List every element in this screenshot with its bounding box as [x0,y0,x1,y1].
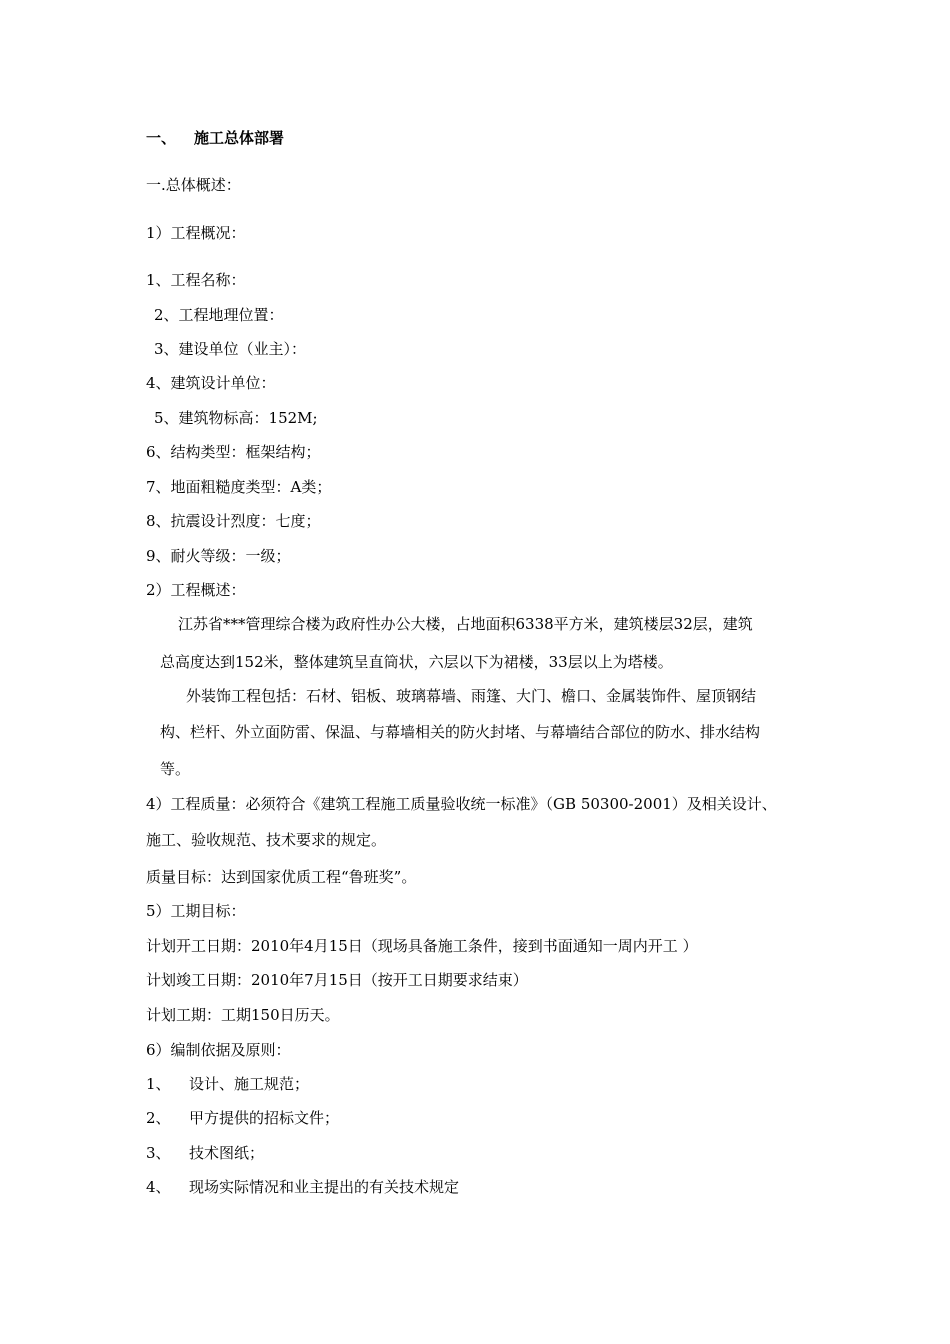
basis-item [146,1108,339,1128]
basis-item-text: 现场实际情况和业主提出的有关技术规定 [189,1178,460,1196]
section-heading [146,128,284,148]
facade-paragraph-line-3: 等。 [160,760,191,778]
fire-rating: 9、耐火等级：一级； [146,547,291,565]
quality-requirement-line-1: 4）工程质量：必须符合《建筑工程施工质量验收统一标准》（GB 50300-2001）及相关设计、 [146,795,777,813]
basis-item-number: 2、 [146,1109,171,1127]
project-summary-heading: 1）工程概况： [146,224,246,242]
schedule-heading: 5）工期目标： [146,902,246,920]
basis-item-number: 3、 [146,1144,171,1162]
basis-heading: 6）编制依据及原则： [146,1041,291,1059]
basis-item-text: 甲方提供的招标文件； [189,1109,340,1127]
basis-item-text: 设计、施工规范； [189,1075,310,1093]
basis-item [146,1143,264,1163]
project-owner: 3、建设单位（业主）： [154,340,307,358]
section-heading-number: 一、 [146,129,177,147]
basis-item-number: 4、 [146,1178,171,1196]
basis-item [146,1177,459,1197]
structure-type: 6、结构类型：框架结构； [146,443,321,461]
description-paragraph-line-2: 总高度达到152米，整体建筑呈直筒状，六层以下为裙楼，33层以上为塔楼。 [160,653,673,671]
project-name: 1、工程名称： [146,271,246,289]
project-designer: 4、建筑设计单位： [146,374,276,392]
section-heading-text: 施工总体部署 [194,129,285,147]
terrain-roughness: 7、地面粗糙度类型：A类； [146,478,332,496]
description-paragraph-line-1: 江苏省***管理综合楼为政府性办公大楼，占地面积6338平方米，建筑楼层32层，建筑 [178,615,753,633]
facade-paragraph-line-1: 外装饰工程包括：石材、铝板、玻璃幕墙、雨篷、大门、檐口、金属装饰件、屋顶钢结 [186,687,757,705]
quality-target: 质量目标：达到国家优质工程“鲁班奖”。 [146,868,417,886]
seismic-intensity: 8、抗震设计烈度：七度； [146,512,321,530]
quality-requirement-line-2: 施工、验收规范、技术要求的规定。 [146,831,387,849]
basis-item-text: 技术图纸； [189,1144,265,1162]
project-description-heading: 2）工程概述： [146,581,246,599]
planned-completion-date: 计划竣工日期：2010年7月15日（按开工日期要求结束） [146,971,528,989]
building-elevation: 5、建筑物标高：152M; [154,409,318,427]
overview-heading: 一.总体概述： [146,176,241,194]
basis-item-number: 1、 [146,1075,171,1093]
planned-duration: 计划工期：工期150日历天。 [146,1006,340,1024]
basis-item [146,1074,309,1094]
project-location: 2、工程地理位置： [154,306,284,324]
facade-paragraph-line-2: 构、栏杆、外立面防雷、保温、与幕墙相关的防火封堵、与幕墙结合部位的防水、排水结构 [160,723,761,741]
planned-start-date: 计划开工日期：2010年4月15日（现场具备施工条件，接到书面通知一周内开工 ） [146,937,698,955]
